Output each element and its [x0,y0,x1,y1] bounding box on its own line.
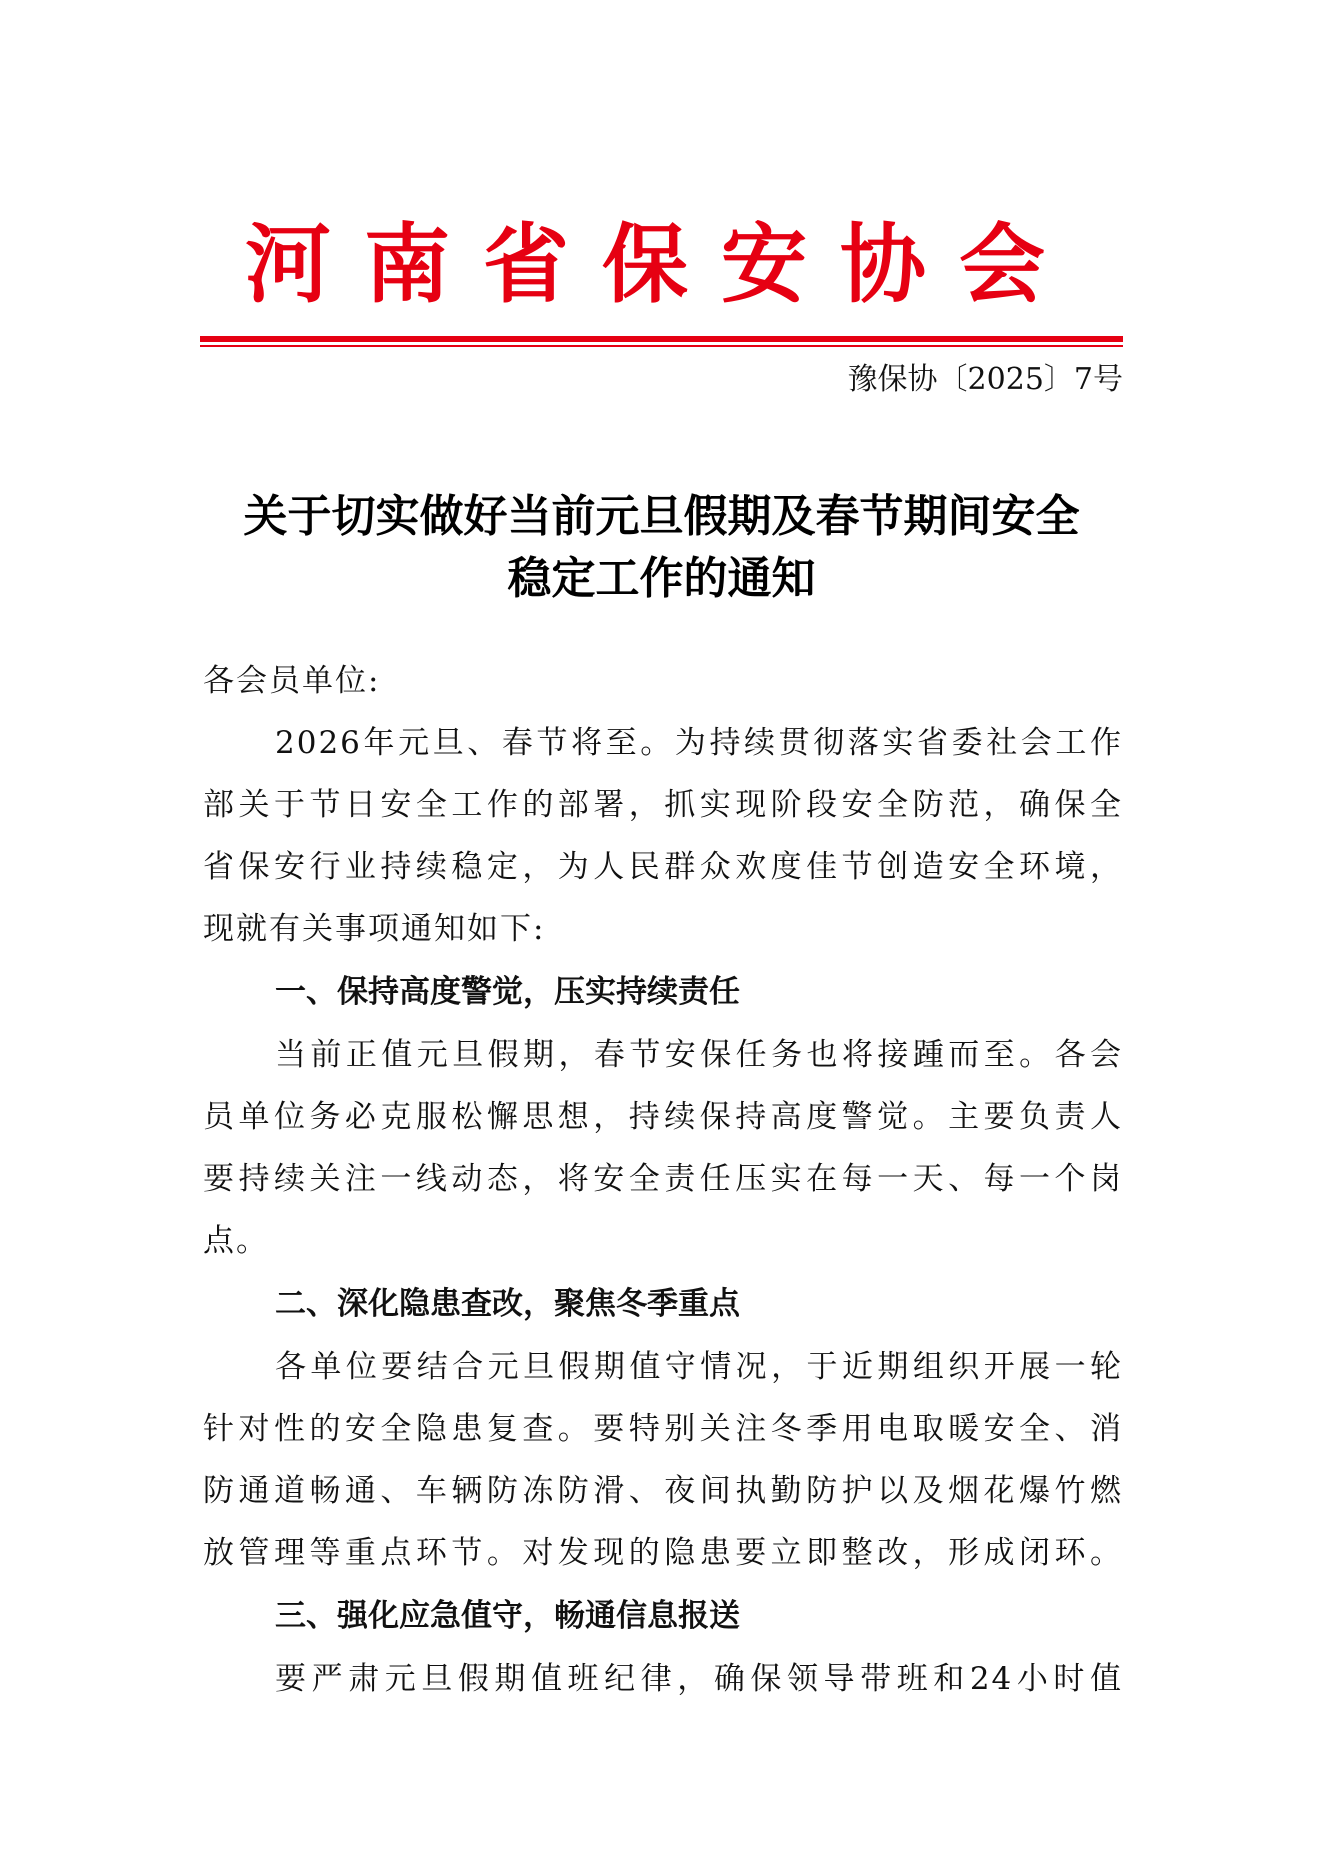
section-heading-1: 一、保持高度警觉，压实持续责任 [275,974,740,1010]
section-1-line: 要持续关注一线动态，将安全责任压实在每一天、每一个岗 [203,1161,1123,1197]
organization-masthead: 河南省保安协会 [245,214,1078,315]
section-3-line: 要严肃元旦假期值班纪律，确保领导带班和24小时值 [275,1661,1123,1697]
intro-line: 省保安行业持续稳定，为人民群众欢度佳节创造安全环境， [203,849,1123,885]
intro-line: 2026年元旦、春节将至。为持续贯彻落实省委社会工作 [275,725,1123,761]
section-2-line: 放管理等重点环节。对发现的隐患要立即整改，形成闭环。 [203,1535,1123,1571]
title-line-2: 稳定工作的通知 [507,553,816,604]
section-2-line: 各单位要结合元旦假期值守情况，于近期组织开展一轮 [275,1349,1123,1385]
masthead-rule-thick [200,336,1123,342]
document-body [203,650,1123,1710]
section-1-line: 员单位务必克服松懈思想，持续保持高度警觉。主要负责人 [203,1099,1123,1135]
section-2-line: 针对性的安全隐患复查。要特别关注冬季用电取暖安全、消 [203,1411,1123,1447]
title-line-1: 关于切实做好当前元旦假期及春节期间安全 [243,491,1080,542]
section-1-line: 当前正值元旦假期，春节安保任务也将接踵而至。各会 [275,1037,1123,1073]
intro-line: 现就有关事项通知如下: [203,911,546,947]
intro-line: 部关于节日安全工作的部署，抓实现阶段安全防范，确保全 [203,787,1123,823]
section-1-line: 点。 [203,1223,269,1259]
document-title [150,486,1173,610]
section-2-line: 防通道畅通、车辆防冻防滑、夜间执勤防护以及烟花爆竹燃 [203,1473,1123,1509]
document-number: 豫保协〔2025〕7号 [847,362,1123,397]
section-heading-2: 二、深化隐患查改，聚焦冬季重点 [275,1286,740,1322]
masthead-rule-thin [200,345,1123,347]
salutation: 各会员单位: [203,663,381,699]
section-heading-3: 三、强化应急值守，畅通信息报送 [275,1598,740,1634]
